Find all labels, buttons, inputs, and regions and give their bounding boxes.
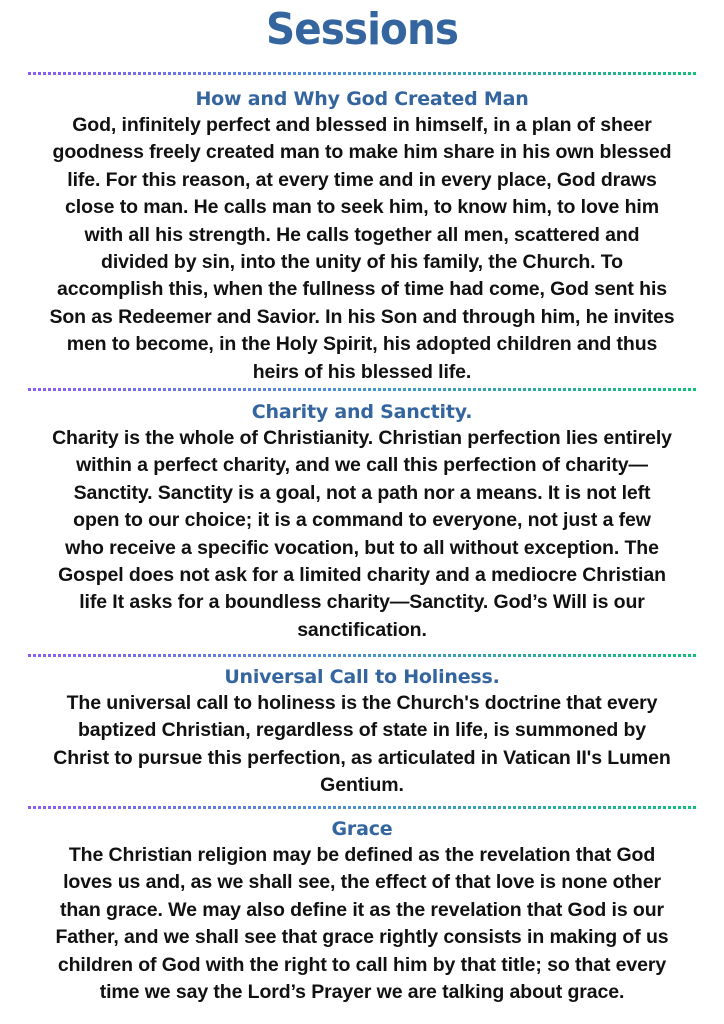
text-line: close to man. He calls man to seek him, to know him, to love him (65, 196, 659, 219)
section-universal-call-to-holiness (24, 664, 700, 800)
text-line: The Christian religion may be defined as the revelation that God (68, 844, 656, 866)
text-line: God, infinitely perfect and blessed in himself, in a plan of sheer (72, 114, 652, 136)
text-line: with all his strength. He calls together all men, scattered and (84, 223, 640, 246)
text-line: The universal call to holiness is the Church's doctrine that every (66, 692, 658, 714)
section-grace (24, 816, 700, 1006)
text-line: Gentium. (320, 774, 404, 797)
text-line: time we say the Lord’s Prayer we are talking about grace. (99, 981, 625, 1004)
text-line: children of God with the right to call him by that title; so that every (57, 953, 667, 976)
text-line: accomplish this, when the fullness of time had come, God sent his (56, 278, 668, 301)
text-line: open to our choice; it is a command to everyone, not just a few (73, 509, 651, 532)
section-heading: Universal Call to Holiness. (224, 666, 500, 688)
dotted-divider (28, 388, 696, 391)
text-line: Son as Redeemer and Savior. In his Son and through him, he invites (49, 305, 675, 328)
text-line: goodness freely created man to make him share in his own blessed (52, 141, 672, 164)
text-line: baptized Christian, regardless of state in life, is summoned by (78, 719, 646, 742)
dotted-divider (28, 806, 696, 809)
text-line: divided by sin, into the unity of his family, the Church. To (101, 251, 623, 274)
text-line: Gospel does not ask for a limited charity and a mediocre Christian (58, 564, 666, 587)
dotted-divider (28, 654, 696, 657)
section-body (24, 112, 700, 386)
section-body (24, 425, 700, 644)
text-line: Sanctity. Sanctity is a goal, not a path nor a means. It is not left (73, 481, 651, 504)
section-heading: How and Why God Created Man (195, 88, 529, 110)
text-line: Charity is the whole of Christianity. Christian perfection lies entirely (52, 427, 672, 449)
section-body (24, 842, 700, 1006)
section-body (24, 690, 700, 800)
section-heading: Charity and Sanctity. (251, 401, 473, 423)
text-line: Father, and we shall see that grace rightly consists in making of us (55, 926, 669, 949)
dotted-divider (28, 72, 696, 75)
text-line: men to become, in the Holy Spirit, his adopted children and thus (66, 333, 658, 356)
text-line: within a perfect charity, and we call this perfection of charity— (76, 454, 648, 477)
page-title: Sessions (265, 4, 459, 55)
text-line: sanctification. (297, 618, 427, 641)
section-charity-and-sanctity (24, 399, 700, 644)
text-line: life It asks for a boundless charity—Sanctity. God’s Will is our (79, 591, 645, 614)
section-how-and-why-god-created-man (24, 86, 700, 386)
text-line: life. For this reason, at every time and in every place, God draws (67, 168, 657, 191)
text-line: Christ to pursue this perfection, as articulated in Vatican II's Lumen (53, 746, 671, 769)
text-line: who receive a specific vocation, but to all without exception. The (65, 536, 659, 559)
section-heading: Grace (331, 818, 393, 840)
text-line: loves us and, as we shall see, the effect of that love is none other (63, 871, 661, 894)
text-line: than grace. We may also define it as the revelation that God is our (59, 898, 665, 921)
text-line: heirs of his blessed life. (252, 360, 472, 383)
